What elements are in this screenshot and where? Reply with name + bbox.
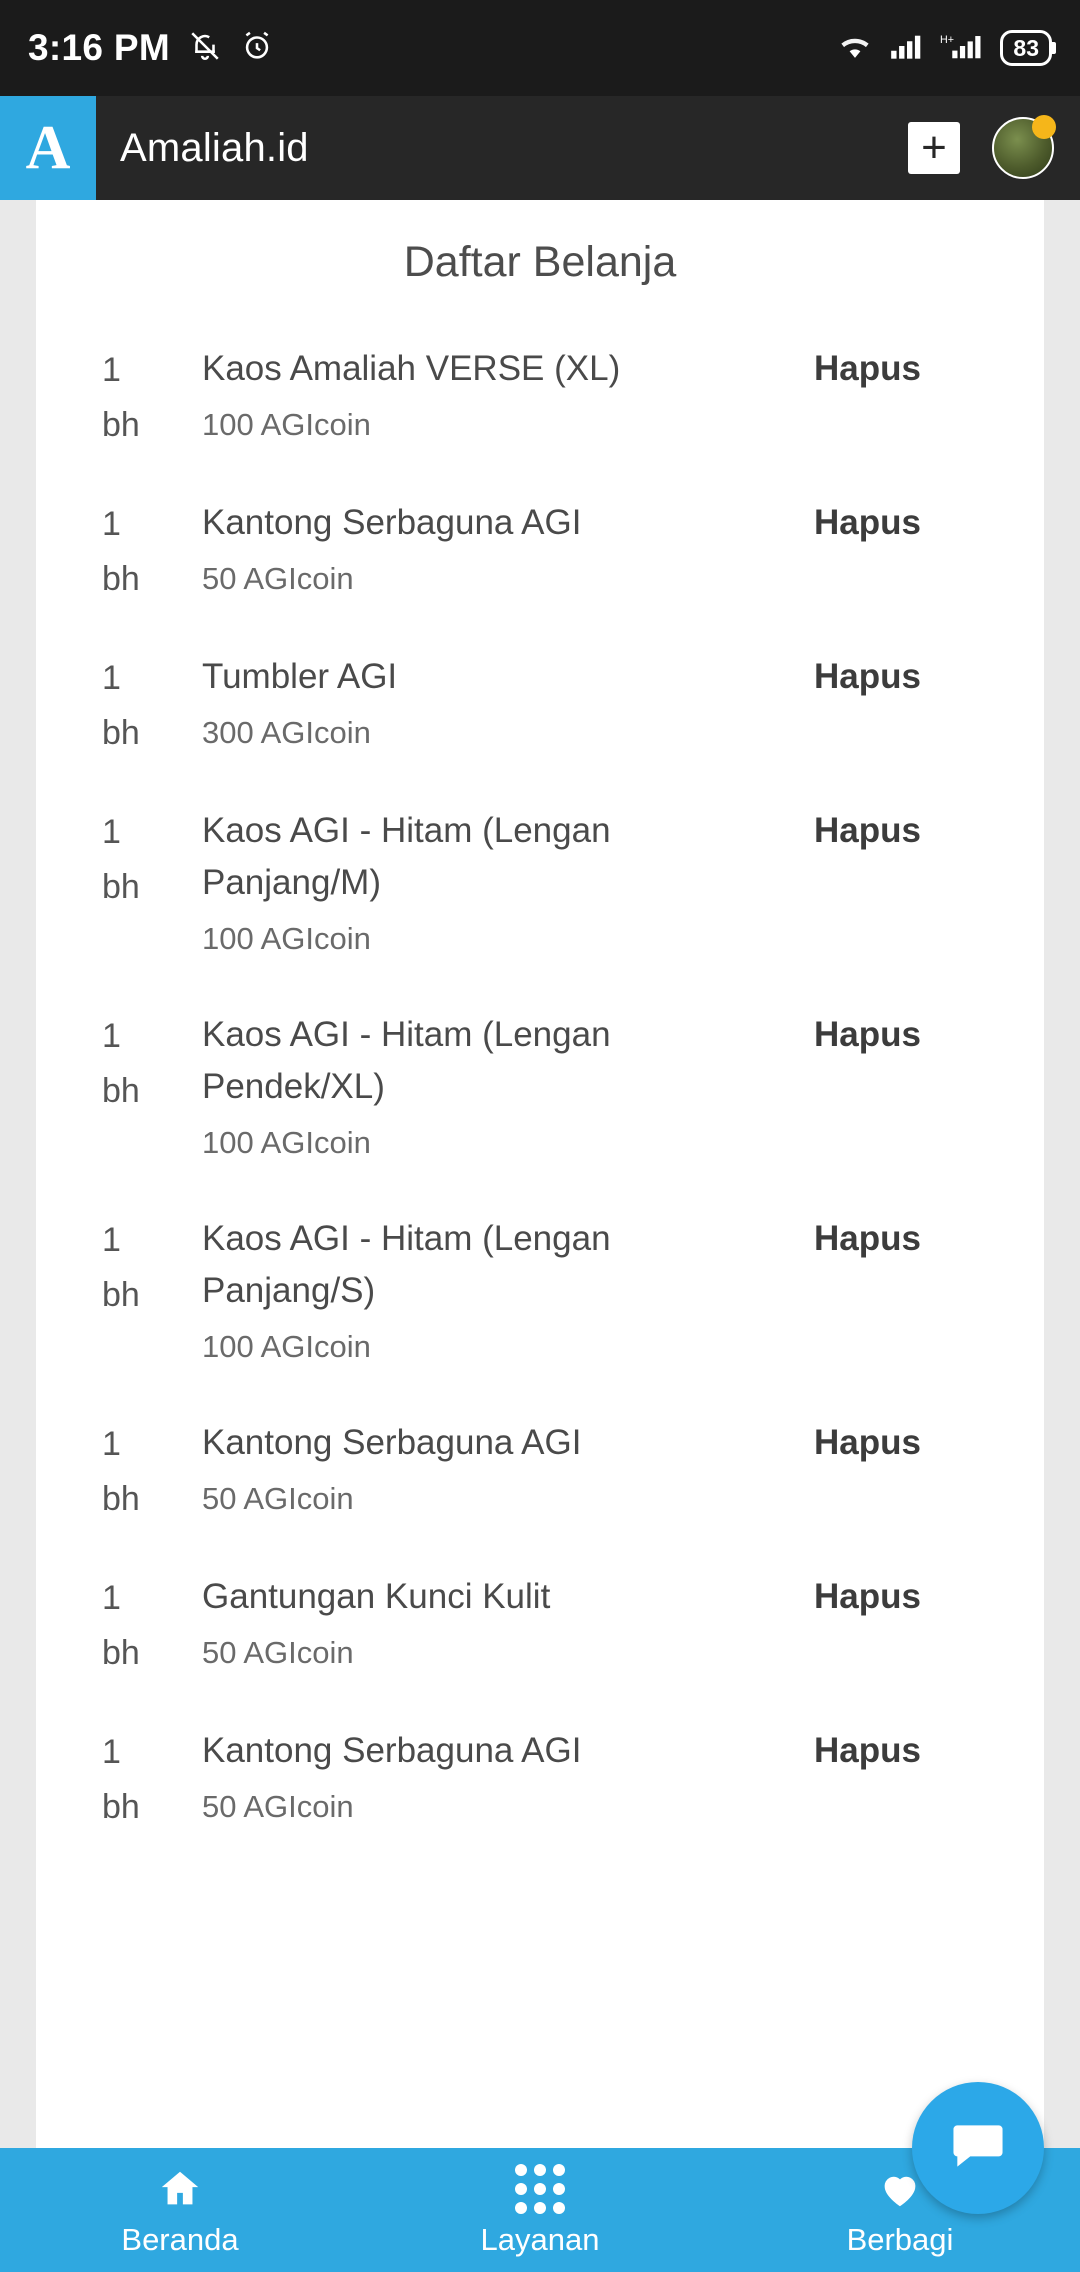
bell-off-icon	[188, 29, 222, 68]
item-quantity	[72, 1009, 202, 1119]
home-icon	[0, 2162, 360, 2216]
status-bar-right	[836, 30, 1052, 67]
item-quantity	[72, 1213, 202, 1323]
delete-item-button[interactable]: Hapus	[814, 349, 921, 388]
content-area[interactable]	[0, 200, 1080, 2148]
chat-fab-button[interactable]	[912, 2082, 1044, 2214]
item-quantity-value: 1	[102, 505, 121, 543]
item-quantity	[72, 1417, 202, 1527]
item-details	[202, 805, 808, 965]
delete-item-button[interactable]: Hapus	[814, 1423, 921, 1462]
item-quantity-unit: bh	[102, 560, 140, 598]
battery-icon: 83	[1000, 30, 1052, 66]
item-name: Kaos AGI - Hitam (Lengan Panjang/S)	[202, 1219, 611, 1310]
item-quantity-value: 1	[102, 659, 121, 697]
alarm-icon	[240, 29, 274, 68]
item-details	[202, 1213, 808, 1373]
delete-item-button[interactable]: Hapus	[814, 1577, 921, 1616]
item-quantity-unit: bh	[102, 1788, 140, 1826]
status-bar-left	[28, 27, 274, 69]
status-bar	[0, 0, 1080, 96]
item-quantity-unit: bh	[102, 1072, 140, 1110]
item-quantity	[72, 497, 202, 607]
item-details	[202, 1571, 808, 1679]
table-row	[72, 1703, 1008, 1857]
item-quantity-value: 1	[102, 1733, 121, 1771]
item-quantity	[72, 343, 202, 453]
item-details	[202, 343, 808, 451]
status-clock: 3:16 PM	[28, 27, 170, 68]
item-name: Kaos AGI - Hitam (Lengan Pendek/XL)	[202, 1015, 611, 1106]
item-quantity-unit: bh	[102, 714, 140, 752]
wifi-icon	[836, 30, 874, 67]
item-details	[202, 651, 808, 759]
item-quantity-value: 1	[102, 351, 121, 389]
item-quantity	[72, 1571, 202, 1681]
grid-dots-icon	[360, 2162, 720, 2216]
item-name: Gantungan Kunci Kulit	[202, 1577, 551, 1616]
table-row	[72, 321, 1008, 475]
item-quantity-unit: bh	[102, 1480, 140, 1518]
item-details	[202, 1725, 808, 1833]
item-name: Kantong Serbaguna AGI	[202, 503, 582, 542]
item-price: 50 AGIcoin	[202, 561, 354, 596]
item-price: 100 AGIcoin	[202, 1125, 371, 1160]
bottom-navigation	[0, 2148, 1080, 2272]
item-name: Kantong Serbaguna AGI	[202, 1731, 582, 1770]
chat-icon	[945, 2115, 1011, 2182]
item-name: Kaos AGI - Hitam (Lengan Panjang/M)	[202, 811, 611, 902]
delete-item-button[interactable]: Hapus	[814, 811, 921, 850]
item-quantity-unit: bh	[102, 406, 140, 444]
table-row	[72, 1191, 1008, 1395]
header-actions	[908, 117, 1080, 179]
item-quantity-unit: bh	[102, 1276, 140, 1314]
item-quantity	[72, 1725, 202, 1835]
nav-item-beranda[interactable]	[0, 2162, 360, 2258]
item-details	[202, 497, 808, 605]
app-logo: A	[0, 96, 96, 200]
item-quantity-value: 1	[102, 813, 121, 851]
delete-item-button[interactable]: Hapus	[814, 503, 921, 542]
item-price: 300 AGIcoin	[202, 715, 371, 750]
item-quantity-value: 1	[102, 1425, 121, 1463]
page-title: Amaliah.id	[120, 125, 309, 170]
add-button[interactable]: +	[908, 122, 960, 174]
item-price: 100 AGIcoin	[202, 407, 371, 442]
item-price: 100 AGIcoin	[202, 921, 371, 956]
item-name: Kaos Amaliah VERSE (XL)	[202, 349, 621, 388]
item-quantity	[72, 651, 202, 761]
item-quantity-unit: bh	[102, 1634, 140, 1672]
delete-item-button[interactable]: Hapus	[814, 1015, 921, 1054]
item-quantity-value: 1	[102, 1221, 121, 1259]
item-price: 50 AGIcoin	[202, 1789, 354, 1824]
delete-item-button[interactable]: Hapus	[814, 657, 921, 696]
item-quantity-value: 1	[102, 1579, 121, 1617]
table-row	[72, 629, 1008, 783]
item-name: Tumbler AGI	[202, 657, 398, 696]
signal-icon	[888, 30, 926, 67]
item-details	[202, 1417, 808, 1525]
item-price: 50 AGIcoin	[202, 1635, 354, 1670]
item-quantity-unit: bh	[102, 868, 140, 906]
nav-label-berbagi: Berbagi	[846, 2222, 954, 2257]
avatar-status-badge	[1032, 115, 1056, 139]
list-title: Daftar Belanja	[403, 238, 677, 286]
table-row	[72, 1395, 1008, 1549]
shopping-list-card	[36, 200, 1044, 2148]
nav-label-beranda: Beranda	[121, 2222, 239, 2257]
table-row	[72, 475, 1008, 629]
table-row	[72, 1549, 1008, 1703]
hplus-signal-icon	[940, 30, 986, 67]
avatar[interactable]	[992, 117, 1054, 179]
item-details	[202, 1009, 808, 1169]
svg-text:H+: H+	[940, 33, 955, 46]
item-quantity	[72, 805, 202, 915]
table-row	[72, 987, 1008, 1191]
nav-label-layanan: Layanan	[480, 2222, 600, 2257]
delete-item-button[interactable]: Hapus	[814, 1219, 921, 1258]
nav-item-layanan[interactable]	[360, 2162, 720, 2258]
item-price: 50 AGIcoin	[202, 1481, 354, 1516]
cart-list	[36, 321, 1044, 1857]
delete-item-button[interactable]: Hapus	[814, 1731, 921, 1770]
item-name: Kantong Serbaguna AGI	[202, 1423, 582, 1462]
table-row	[72, 783, 1008, 987]
item-quantity-value: 1	[102, 1017, 121, 1055]
app-header	[0, 96, 1080, 200]
item-price: 100 AGIcoin	[202, 1329, 371, 1364]
